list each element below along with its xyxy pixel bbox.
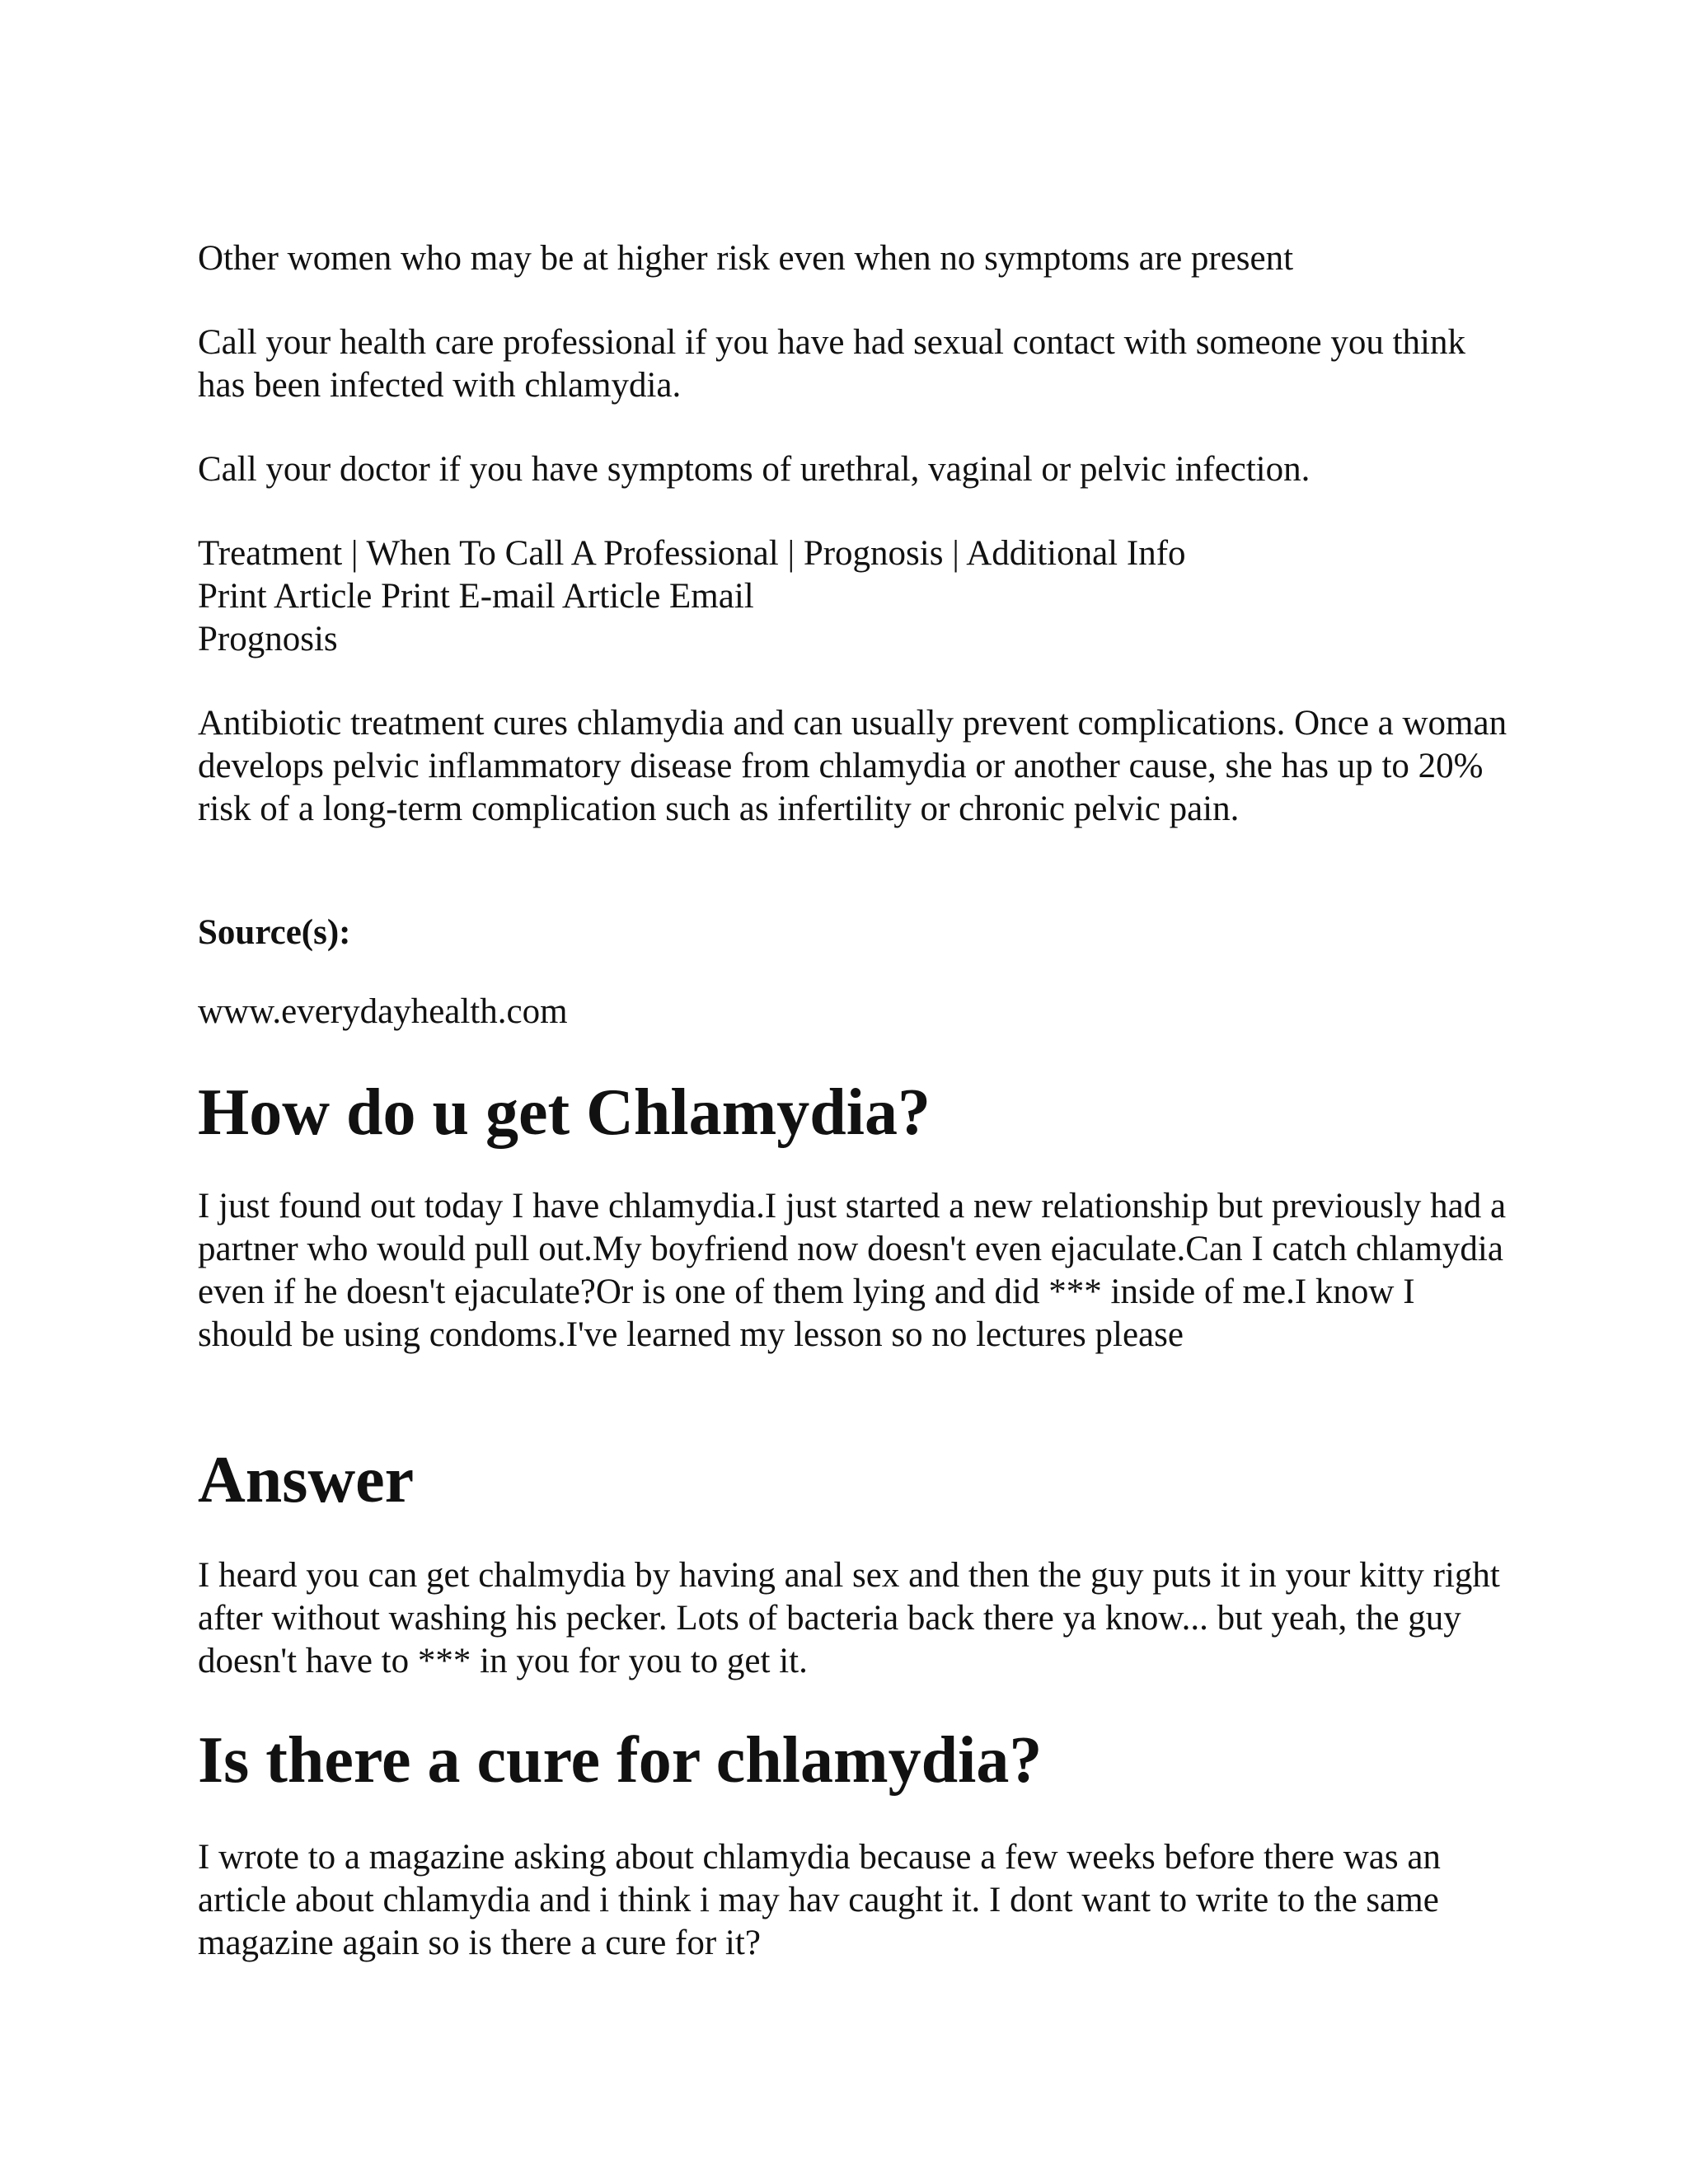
- question-title-2: Is there a cure for chlamydia?: [198, 1724, 1043, 1797]
- call-doctor-paragraph: Call your doctor if you have symptoms of urethral, vaginal or pelvic infection.: [198, 450, 1311, 489]
- section-nav-links: Treatment | When To Call A Professional | Prognosis | Additional Info: [198, 534, 1186, 573]
- prognosis-paragraph: Antibiotic treatment cures chlamydia and can usually prevent complications. Once a woman develops pelvic inflammatory disease from chlamydia or another cause, she has up to 20% risk of a long-term complication such as infertility or chronic pelvic pain.: [198, 704, 1516, 828]
- sources-label: Source(s):: [198, 913, 351, 952]
- question-body-2: I wrote to a magazine asking about chlamydia because a few weeks before there was an article about chlamydia and i think i may hav caught it. I dont want to write to the same magazine again so is there a cure for it?: [198, 1838, 1450, 1962]
- answer-body: I heard you can get chalmydia by having anal sex and then the guy puts it in your kitty right after without washing his pecker. Lots of bacteria back there ya know... but yeah, the guy doesn't have to *** in you for you to get it.: [198, 1556, 1509, 1680]
- answer-title: Answer: [198, 1444, 415, 1516]
- source-url: www.everydayhealth.com: [198, 992, 568, 1031]
- question-body-1: I just found out today I have chlamydia.I just started a new relationship but previously had a partner who would pull out.My boyfriend now doesn't even ejaculate.Can I catch chlamydia even if he doesn't ejaculate?Or is one of them lying and did *** inside of me.I know I should be using condoms.I've learned my lesson so no lectures please: [198, 1187, 1515, 1354]
- call-professional-paragraph: Call your health care professional if you have had sexual contact with someone you think has been infected with chlamydia.: [198, 323, 1475, 405]
- question-title-1: How do u get Chlamydia?: [198, 1076, 931, 1149]
- prognosis-heading: Prognosis: [198, 620, 338, 658]
- print-email-links: Print Article Print E-mail Article Email: [198, 577, 754, 616]
- risk-paragraph: Other women who may be at higher risk even when no symptoms are present: [198, 239, 1294, 278]
